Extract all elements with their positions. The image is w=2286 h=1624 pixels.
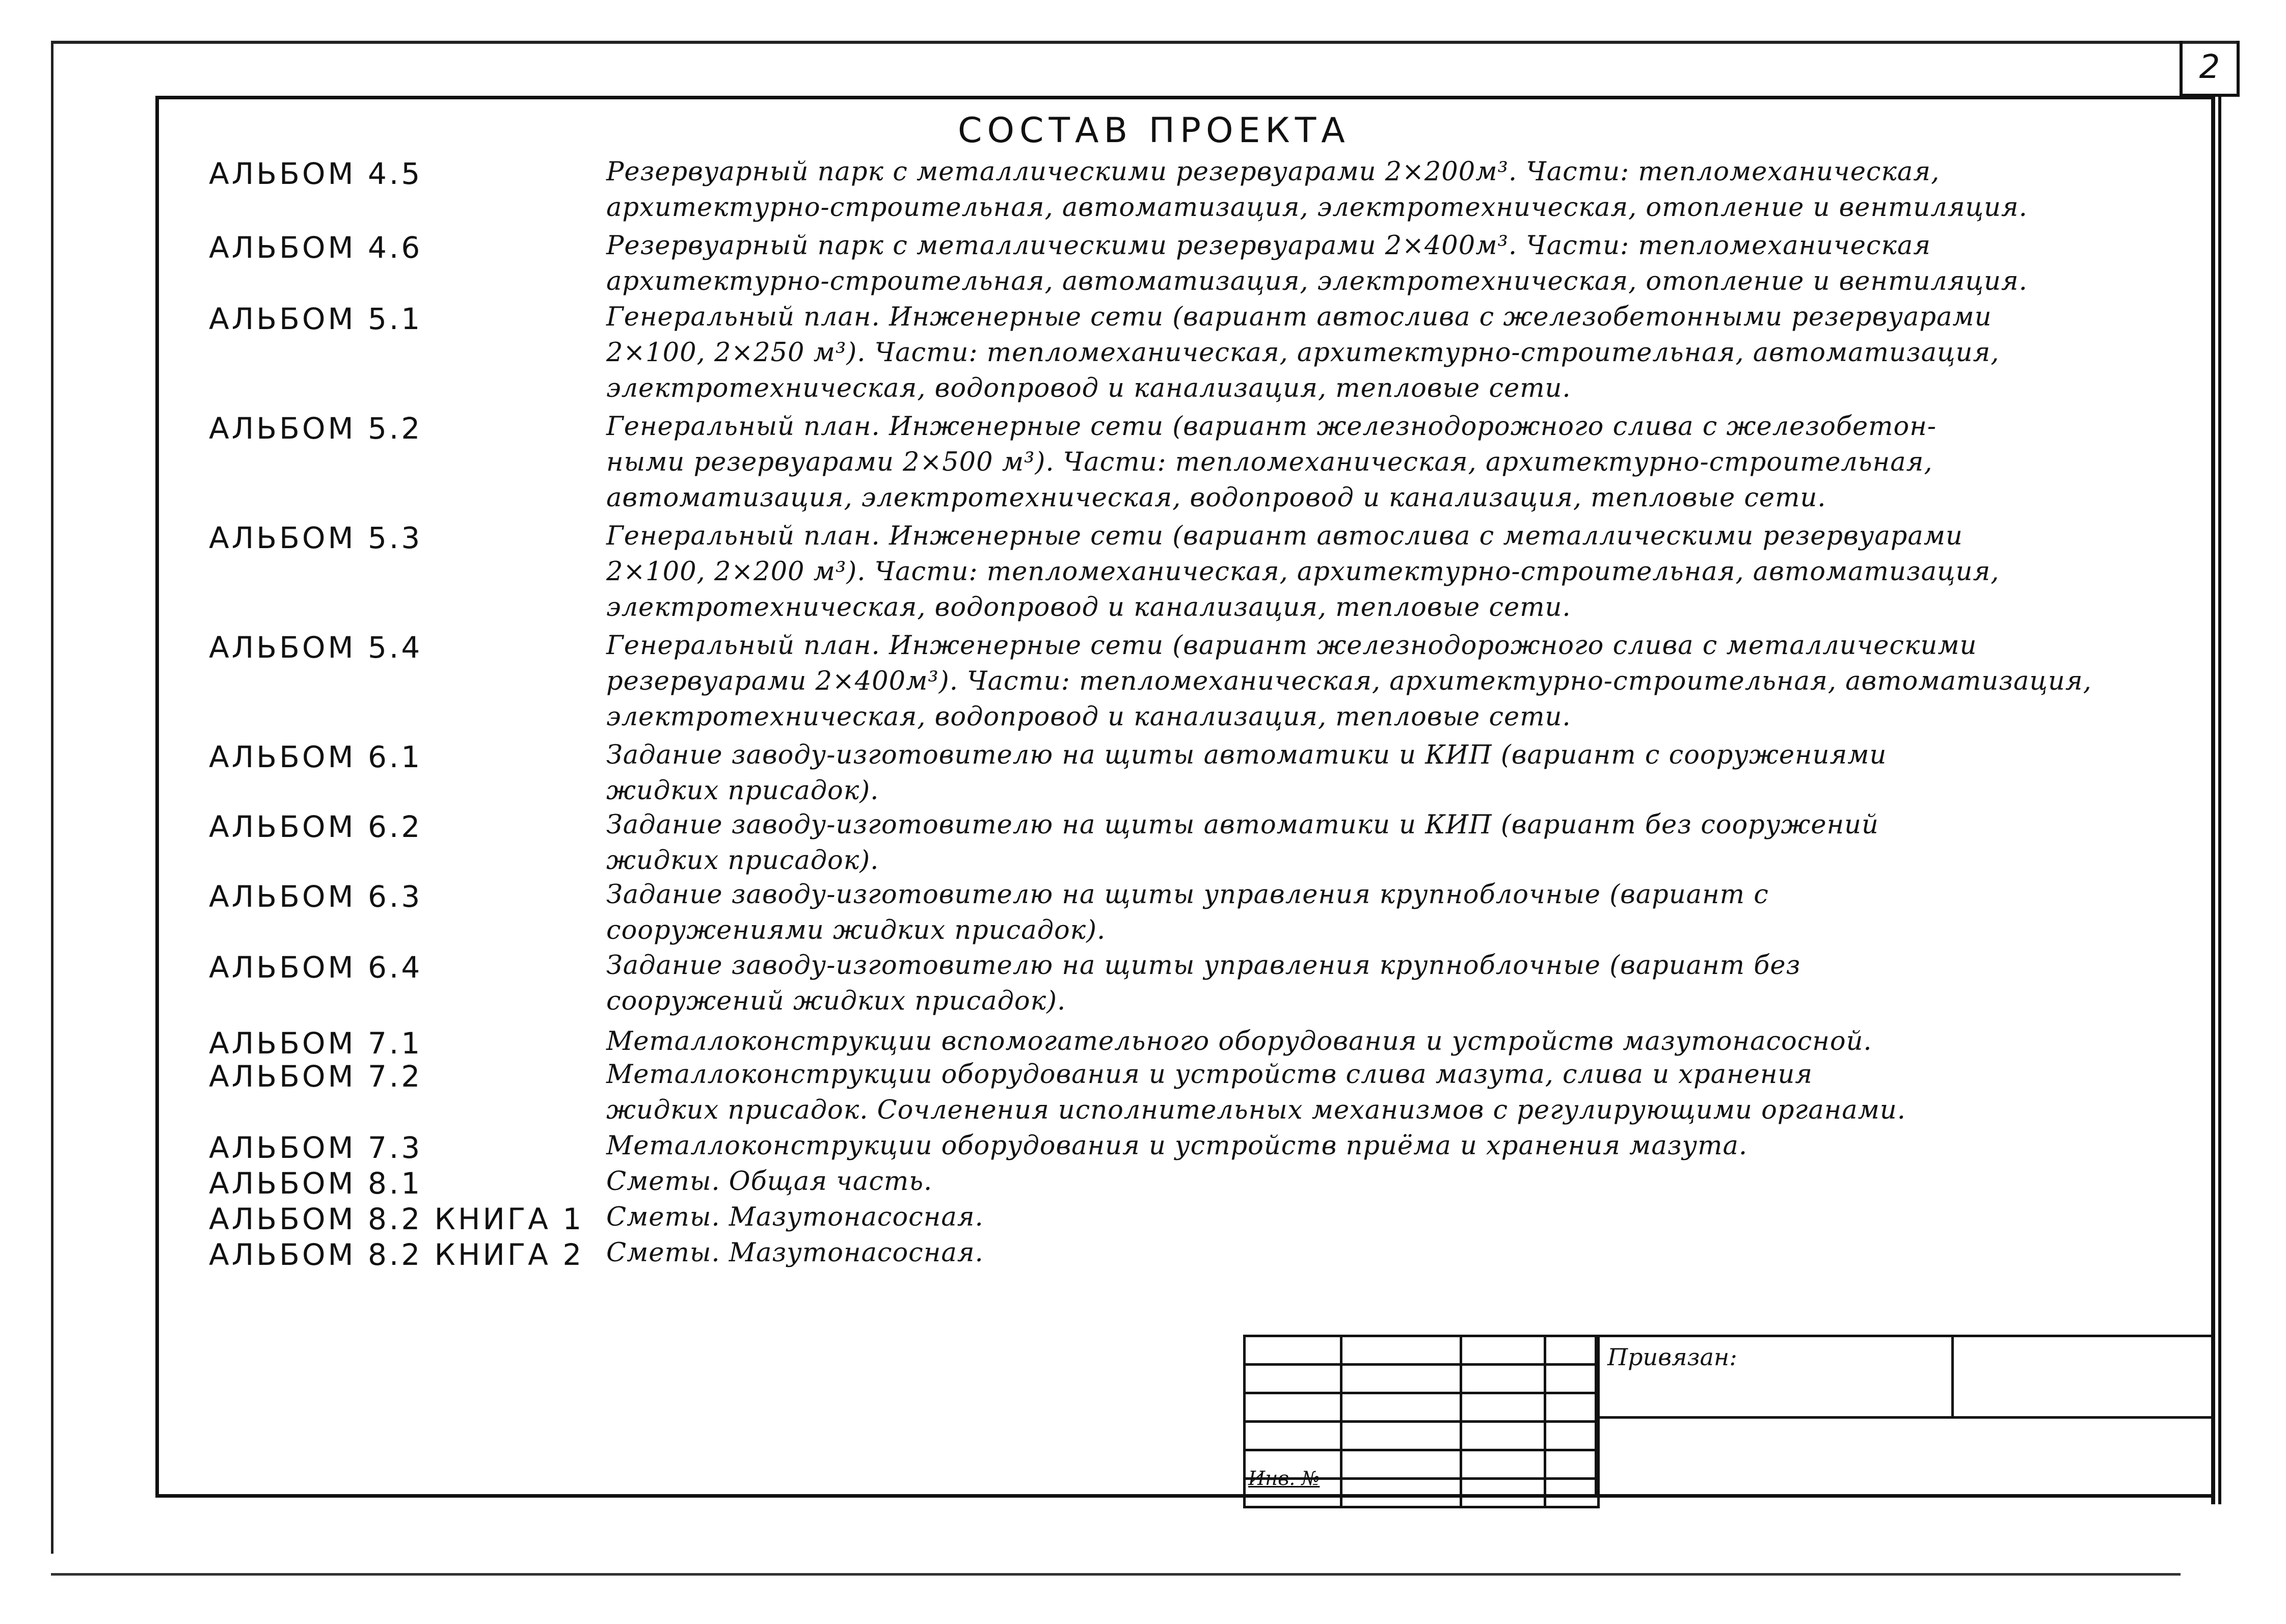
album-description bbox=[606, 154, 2140, 226]
album-label: АЛЬБОМ 6.2 bbox=[209, 809, 423, 844]
album-description bbox=[606, 738, 2140, 809]
album-label: АЛЬБОМ 4.6 bbox=[209, 230, 423, 265]
description-line: Задание заводу-изготовителю на щиты автоматики и КИП (вариант с сооружениями bbox=[606, 740, 1887, 770]
description-line: Генеральный план. Инженерные сети (вариант автослива с металлическими резервуарами bbox=[606, 521, 1963, 551]
album-description bbox=[606, 1057, 2140, 1128]
album-label: АЛЬБОМ 6.4 bbox=[209, 950, 423, 985]
album-description bbox=[606, 948, 2140, 1019]
inventory-number-label: Инв. № bbox=[1248, 1467, 1320, 1490]
album-label: АЛЬБОМ 5.3 bbox=[209, 521, 423, 555]
album-label: АЛЬБОМ 6.1 bbox=[209, 740, 423, 774]
album-label: АЛЬБОМ 8.2 КНИГА 1 bbox=[209, 1202, 584, 1236]
description-line: электротехническая, водопровод и канализация, тепловые сети. bbox=[606, 702, 1571, 732]
description-line: архитектурно-строительная, автоматизация, электротехническая, отопление и вентиляция. bbox=[606, 193, 2028, 223]
stamp-blank-cell bbox=[1954, 1337, 2214, 1419]
album-label: АЛЬБОМ 8.1 bbox=[209, 1166, 423, 1201]
description-line: Сметы. Мазутонасосная. bbox=[606, 1202, 984, 1232]
sheet-number-box bbox=[2180, 41, 2240, 97]
album-description bbox=[606, 1235, 2140, 1271]
album-label: АЛЬБОМ 7.2 bbox=[209, 1059, 423, 1094]
description-line: Сметы. Общая часть. bbox=[606, 1167, 933, 1197]
drawing-frame-right-edge bbox=[2211, 96, 2221, 1504]
description-line: Металлоконструкции оборудования и устройств слива мазута, слива и хранения bbox=[606, 1060, 1813, 1090]
album-label: АЛЬБОМ 5.2 bbox=[209, 411, 423, 446]
outer-border-left bbox=[51, 41, 53, 1554]
description-line: жидких присадок). bbox=[606, 846, 879, 876]
album-label: АЛЬБОМ 7.3 bbox=[209, 1130, 423, 1165]
description-line: Генеральный план. Инженерные сети (вариант железнодорожного слива с железобетон- bbox=[606, 412, 1937, 442]
album-description bbox=[606, 1128, 2140, 1164]
description-line: Задание заводу-изготовителю на щиты управления крупноблочные (вариант с bbox=[606, 880, 1769, 910]
privyazan-label: Привязан: bbox=[1607, 1343, 1737, 1371]
album-description bbox=[606, 807, 2140, 879]
description-line: электротехническая, водопровод и канализация, тепловые сети. bbox=[606, 373, 1571, 403]
description-line: Задание заводу-изготовителю на щиты автоматики и КИП (вариант без сооружений bbox=[606, 810, 1879, 840]
description-line: Резервуарный парк с металлическими резервуарами 2×400м³. Части: тепломеханическая bbox=[606, 231, 1931, 261]
page-title: СОСТАВ ПРОЕКТА bbox=[958, 111, 1350, 151]
description-line: 2×100, 2×200 м³). Части: тепломеханическая, архитектурно-строительная, автоматизация, bbox=[606, 557, 2000, 587]
description-line: ными резервуарами 2×500 м³). Части: тепломеханическая, архитектурно-строительная, bbox=[606, 447, 1933, 477]
description-line: жидких присадок). bbox=[606, 776, 879, 806]
description-line: Металлоконструкции вспомогательного оборудования и устройств мазутонасосной. bbox=[606, 1026, 1872, 1057]
album-description bbox=[606, 1164, 2140, 1200]
album-description bbox=[606, 228, 2140, 300]
outer-border-top bbox=[51, 41, 2237, 44]
description-line: сооружений жидких присадок). bbox=[606, 986, 1066, 1016]
description-line: электротехническая, водопровод и канализация, тепловые сети. bbox=[606, 592, 1571, 622]
description-line: Генеральный план. Инженерные сети (вариант автослива с железобетонными резервуарами bbox=[606, 302, 1992, 332]
description-line: 2×100, 2×250 м³). Части: тепломеханическая, архитектурно-строительная, автоматизация, bbox=[606, 338, 2000, 368]
description-line: архитектурно-строительная, автоматизация, электротехническая, отопление и вентиляция. bbox=[606, 266, 2028, 296]
description-line: Резервуарный парк с металлическими резервуарами 2×200м³. Части: тепломеханическая, bbox=[606, 157, 1940, 187]
album-label: АЛЬБОМ 7.1 bbox=[209, 1026, 423, 1061]
album-description bbox=[606, 628, 2140, 735]
description-line: автоматизация, электротехническая, водопровод и канализация, тепловые сети. bbox=[606, 483, 1826, 513]
description-line: резервуарами 2×400м³). Части: тепломеханическая, архитектурно-строительная, автоматизация, bbox=[606, 666, 2092, 696]
stamp-right-section bbox=[1595, 1335, 2211, 1498]
description-line: Генеральный план. Инженерные сети (вариант железнодорожного слива с металлическими bbox=[606, 631, 1977, 661]
album-label: АЛЬБОМ 5.4 bbox=[209, 630, 423, 665]
album-description bbox=[606, 519, 2140, 626]
album-description bbox=[606, 1024, 2140, 1060]
album-label: АЛЬБОМ 6.3 bbox=[209, 879, 423, 914]
privyazan-cell bbox=[1597, 1337, 1954, 1419]
album-description bbox=[606, 1200, 2140, 1235]
sheet-number: 2 bbox=[2199, 48, 2220, 86]
description-line: сооружениями жидких присадок). bbox=[606, 915, 1106, 945]
description-line: Сметы. Мазутонасосная. bbox=[606, 1238, 984, 1268]
album-description bbox=[606, 300, 2140, 407]
album-description bbox=[606, 877, 2140, 949]
description-line: Металлоконструкции оборудования и устройств приёма и хранения мазута. bbox=[606, 1131, 1748, 1161]
description-line: Задание заводу-изготовителю на щиты управления крупноблочные (вариант без bbox=[606, 951, 1801, 981]
album-label: АЛЬБОМ 4.5 bbox=[209, 156, 423, 191]
description-line: жидких присадок. Сочленения исполнительных механизмов с регулирующими органами. bbox=[606, 1095, 1906, 1125]
title-block-stamp bbox=[1243, 1335, 2211, 1498]
album-description bbox=[606, 409, 2140, 516]
album-label: АЛЬБОМ 8.2 КНИГА 2 bbox=[209, 1237, 584, 1272]
outer-border-bottom bbox=[51, 1573, 2181, 1576]
album-label: АЛЬБОМ 5.1 bbox=[209, 302, 423, 336]
